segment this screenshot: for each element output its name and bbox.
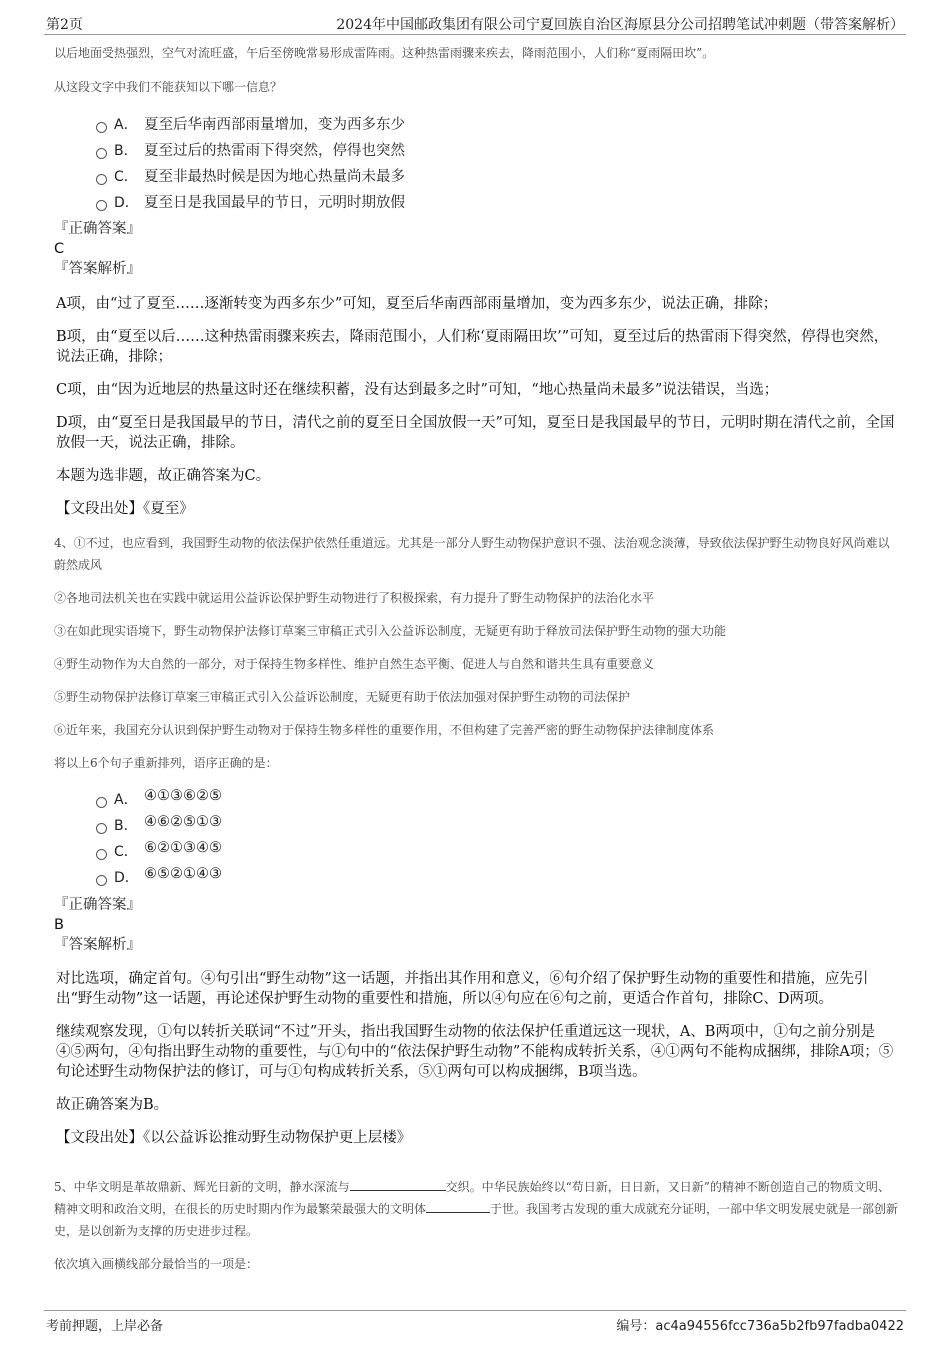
q4-answer-heading: 『正确答案』: [54, 897, 141, 913]
q3-option-a[interactable]: [54, 112, 899, 138]
question-3: [54, 42, 899, 98]
q5-prompt: 依次填入画横线部分最恰当的一项是：: [54, 1257, 259, 1271]
q3-source: 【文段出处】《夏至》: [56, 501, 194, 517]
q4-sentence-6: ⑥近年来，我国充分认识到保护野生动物对于保持生物多样性的重要作用，不但构建了完善严密的野生动物保护法律制度体系: [54, 723, 715, 737]
option-label: C．: [114, 844, 138, 860]
q4-option-d[interactable]: [54, 865, 899, 891]
q3-answer-block: [54, 219, 899, 279]
option-text: ⑥②①③④⑤: [144, 840, 222, 856]
question-4: [54, 532, 899, 774]
q5-stem-part-2: 交织。中华民族始终以“苟日新，日日新，又日新”的精神不断创造自己的物质文明、精神文明和政治文明，在很长的历史时期内作为最繁荣最强大的文明体: [54, 1180, 890, 1216]
q3-analysis: [54, 294, 899, 519]
page-footer: [44, 1310, 906, 1335]
option-text: 夏至后华南西部雨量增加，变为西多东少: [144, 117, 405, 133]
q3-conclusion: 本题为选非题，故正确答案为C。: [56, 468, 271, 484]
q4-conclusion: 故正确答案为B。: [56, 1097, 169, 1113]
page-number: 第2页: [46, 17, 83, 33]
radio-icon[interactable]: [96, 797, 107, 808]
option-label: A．: [114, 792, 138, 808]
q4-sentence-4: ④野生动物作为大自然的一部分，对于保持生物多样性、维护自然生态平衡、促进人与自然和谐共生具有重要意义: [54, 657, 655, 671]
q3-analysis-c: C项，由“因为近地层的热量这时还在继续积蓄，没有达到最多之时”可知，“地心热量尚未最多”说法错误，当选；: [56, 382, 779, 398]
option-text: 夏至日是我国最早的节日，元明时期放假: [144, 195, 405, 211]
option-text: 夏至过后的热雷雨下得突然，停得也突然: [144, 143, 405, 159]
q5-blank-2[interactable]: [426, 1200, 490, 1213]
q5-stem: [54, 1176, 899, 1242]
q4-option-a[interactable]: [54, 787, 899, 813]
q3-analysis-d: D项，由“夏至日是我国最早的节日，清代之前的夏至日全国放假一天”可知，夏至日是我国最早的节日，元明时期在清代之前，全国放假一天，说法正确，排除。: [56, 415, 895, 451]
q3-text-tail: 以后地面受热强烈，空气对流旺盛，午后至傍晚常易形成雷阵雨。这种热雷雨骤来疾去，降雨范围小，人们称“夏雨隔田坎”。: [54, 46, 715, 60]
q4-option-b[interactable]: [54, 813, 899, 839]
document-title: 2024年中国邮政集团有限公司宁夏回族自治区海原县分公司招聘笔试冲刺题（带答案解析）: [336, 17, 904, 33]
option-label: D．: [114, 195, 139, 211]
q3-option-c[interactable]: [54, 164, 899, 190]
option-label: B．: [114, 143, 138, 159]
radio-icon[interactable]: [96, 849, 107, 860]
q3-options: [54, 112, 899, 216]
footer-code-value: ac4a94556fcc736a5b2fb97fadba0422: [655, 1319, 904, 1334]
radio-icon[interactable]: [96, 875, 107, 886]
q4-answer: B: [54, 917, 64, 933]
q4-analysis: [54, 969, 899, 1148]
option-label: D．: [114, 870, 139, 886]
q5-stem-part-3: 于世。我国考古发现的重大成就充分证明，一部中华文明发展史就是一部创新史，是以创新为支撑的历史进步过程。: [54, 1202, 899, 1238]
radio-icon[interactable]: [96, 122, 107, 133]
q4-source: 【文段出处】《以公益诉讼推动野生动物保护更上层楼》: [56, 1130, 412, 1146]
q4-sentence-3: ③在如此现实语境下，野生动物保护法修订草案三审稿正式引入公益诉讼制度，无疑更有助于释放司法保护野生动物的强大功能: [54, 624, 727, 638]
footer-code: [616, 1315, 904, 1334]
q4-analysis-2: 继续观察发现，①句以转折关联词“不过”开头，指出我国野生动物的依法保护任重道远这一现状，A、B两项中，①句之前分别是④⑤两句，④句指出野生动物的重要性，与①句中的“依法保护野生动物”不能构成转折关系，④①两句不能构成捆绑，排除A项；⑤句论述野生动物保护法的修订，可与①句构成转折关系，⑤①两句可以构成捆绑，B项当选。: [56, 1024, 894, 1080]
q4-sentence-2: ②各地司法机关也在实践中就运用公益诉讼保护野生动物进行了积极探索，有力提升了野生动物保护的法治化水平: [54, 591, 655, 605]
option-text: ④①③⑥②⑤: [144, 788, 222, 804]
q3-option-d[interactable]: [54, 190, 899, 216]
q4-option-c[interactable]: [54, 839, 899, 865]
q5-stem-part-1: 5、中华文明是革故鼎新、辉光日新的文明，静水深流与: [54, 1180, 350, 1194]
option-text: ④⑥②⑤①③: [144, 814, 222, 830]
q4-prompt: 将以上6个句子重新排列，语序正确的是：: [54, 756, 278, 770]
q4-options: [54, 787, 899, 891]
question-5: [54, 1176, 899, 1275]
q3-option-b[interactable]: [54, 138, 899, 164]
q4-answer-block: [54, 895, 899, 955]
footer-slogan: 考前押题，上岸必备: [46, 1319, 164, 1334]
q3-analysis-heading: 『答案解析』: [54, 261, 141, 277]
radio-icon[interactable]: [96, 148, 107, 159]
q3-answer-heading: 『正确答案』: [54, 221, 141, 237]
option-text: 夏至非最热时候是因为地心热量尚未最多: [144, 169, 405, 185]
option-label: B．: [114, 818, 138, 834]
q4-analysis-heading: 『答案解析』: [54, 937, 141, 953]
option-label: C．: [114, 169, 138, 185]
q4-analysis-1: 对比选项，确定首句。④句引出“野生动物”这一话题，并指出其作用和意义，⑥句介绍了保护野生动物的重要性和措施，应先引出“野生动物”这一话题，再论述保护野生动物的重要性和措施，所以④句应在⑥句之前，更适合作首句，排除C、D两项。: [56, 971, 869, 1007]
q3-analysis-a: A项，由“过了夏至……逐渐转变为西多东少”可知，夏至后华南西部雨量增加，变为西多东少，说法正确，排除；: [56, 296, 778, 312]
radio-icon[interactable]: [96, 174, 107, 185]
q5-blank-1[interactable]: [350, 1178, 446, 1191]
radio-icon[interactable]: [96, 200, 107, 211]
q3-analysis-b: B项，由“夏至以后……这种热雷雨骤来疾去，降雨范围小，人们称‘夏雨隔田坎’”可知，夏至过后的热雷雨下得突然，停得也突然，说法正确，排除；: [56, 329, 889, 365]
radio-icon[interactable]: [96, 823, 107, 834]
footer-code-label: 编号：: [616, 1319, 656, 1334]
q4-stem: 4、①不过，也应看到，我国野生动物的依法保护依然任重道远。尤其是一部分人野生动物保护意识不强、法治观念淡薄，导致依法保护野生动物良好风尚难以蔚然成风: [54, 536, 890, 572]
q4-sentence-5: ⑤野生动物保护法修订草案三审稿正式引入公益诉讼制度，无疑更有助于依法加强对保护野生动物的司法保护: [54, 690, 631, 704]
q3-prompt: 从这段文字中我们不能获知以下哪一信息？: [54, 80, 283, 94]
q3-answer: C: [54, 241, 65, 257]
option-text: ⑥⑤②①④③: [144, 866, 222, 882]
option-label: A．: [114, 117, 138, 133]
page-header: [44, 12, 906, 35]
